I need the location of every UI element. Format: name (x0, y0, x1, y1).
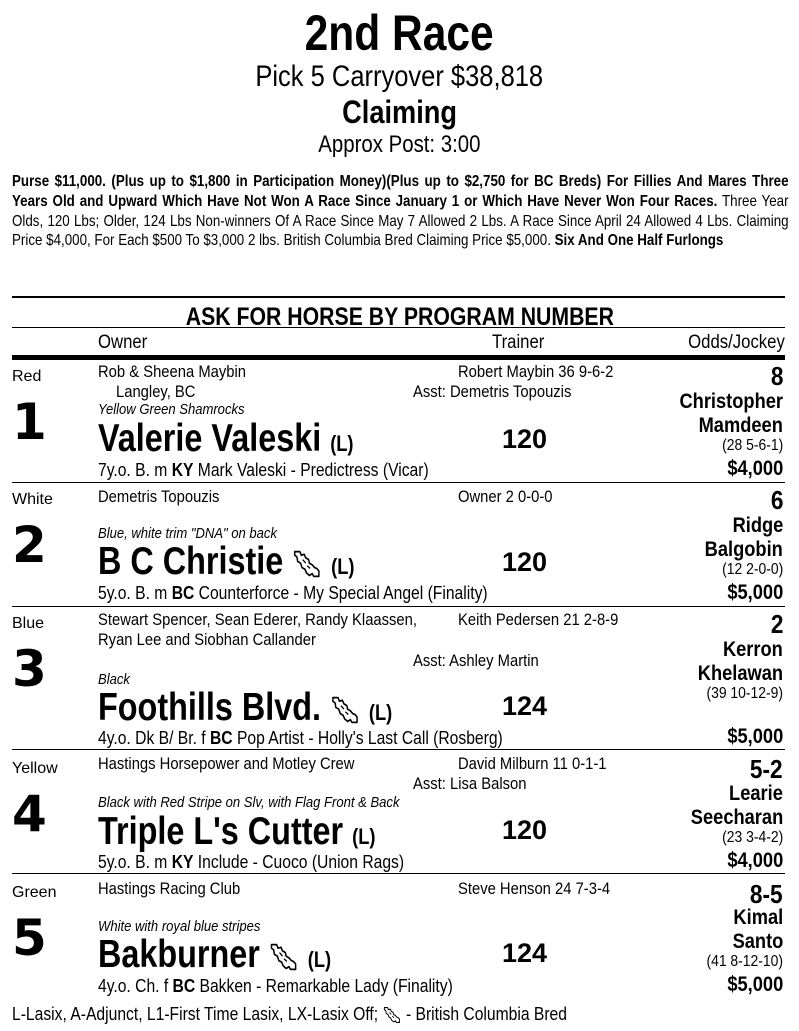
silks-description: White with royal blue stripes (98, 918, 261, 935)
pedigree: Pop Artist - Holly's Last Call (Rosberg) (232, 728, 503, 748)
age-sex: 5y.o. B. m (98, 852, 172, 872)
owner-city: Langley, BC (116, 382, 196, 401)
weight: 120 (502, 424, 548, 454)
horse-name: Foothills Blvd. (98, 686, 321, 729)
program-number: 3 (12, 640, 47, 698)
silks-description: Yellow Green Shamrocks (98, 401, 245, 418)
saddle-cloth-color: Red (12, 368, 42, 385)
morning-line-odds: 8-5 (750, 879, 783, 909)
morning-line-odds: 6 (770, 485, 783, 515)
jockey-first-name: Ridge (732, 514, 783, 537)
race-title (0, 6, 799, 60)
medication-code: (L) (330, 431, 354, 456)
jockey-last-name: Santo (732, 930, 783, 953)
jockey-last-name: Balgobin (704, 538, 783, 561)
program-number: 5 (12, 909, 47, 967)
owner-name: Rob & Sheena Maybin (98, 362, 246, 381)
trainer: Keith Pedersen 21 2-8-9 (458, 610, 619, 629)
bred-state: KY (171, 460, 194, 480)
owner-name: Hastings Racing Club (98, 879, 241, 898)
horse-name: Triple L's Cutter (98, 810, 344, 853)
jockey-last-name: Khelawan (697, 662, 783, 685)
divider (12, 296, 785, 298)
race-type-text: Claiming (342, 94, 457, 130)
legend-codes: L-Lasix, A-Adjunct, L1-First Time Lasix, LX-Lasix Off; (12, 1004, 383, 1024)
owner-name: Stewart Spencer, Sean Ederer, Randy Klaassen, (98, 610, 418, 629)
jockey-first-name: Christopher (679, 390, 783, 413)
ask-banner-text: ASK FOR HORSE BY PROGRAM NUMBER (185, 303, 614, 331)
bred-state: KY (171, 852, 194, 872)
weight: 124 (502, 938, 548, 968)
pedigree: Bakken - Remarkable Lady (Finality) (195, 976, 453, 996)
horse-name: Valerie Valeski (98, 417, 322, 460)
horse-name: Bakburner (98, 933, 260, 976)
jockey-first-name: Learie (729, 782, 783, 805)
jockey-stats: (12 2-0-0) (721, 561, 783, 578)
pedigree: Include - Cuoco (Union Rags) (193, 852, 405, 872)
claiming-price: $5,000 (727, 973, 783, 996)
saddle-cloth-color: Green (12, 884, 57, 901)
bred-state: BC (172, 976, 196, 996)
pedigree: Mark Valeski - Predictress (Vicar) (193, 460, 429, 480)
saddle-cloth-color: Yellow (12, 760, 58, 777)
owner-name: Demetris Topouzis (98, 487, 220, 506)
weight: 124 (502, 691, 548, 721)
bc-bred-icon (382, 1006, 401, 1024)
conditions-text: Three Year Olds, 120 Lbs; Older, 124 Lbs Non-winners Of A Race Since May 7 Allowed 2 Lbs. A Race Since April 24 Allowed 4 Lbs. Claiming Price $4,000, For Each $500 To $3,000 2 lbs. British Columbia Bred Claiming Price $5,000. (12, 192, 789, 250)
assistant-trainer: Asst: Ashley Martin (413, 651, 539, 670)
morning-line-odds: 2 (770, 609, 783, 639)
age-sex: 4y.o. Ch. f (98, 976, 173, 996)
bc-bred-icon (292, 549, 322, 579)
jockey-first-name: Kerron (723, 638, 783, 661)
jockey-last-name: Mamdeen (698, 414, 783, 437)
morning-line-odds: 5-2 (750, 754, 783, 784)
assistant-trainer: Asst: Lisa Balson (413, 774, 527, 793)
owner-name: Hastings Horsepower and Motley Crew (98, 754, 355, 773)
bc-bred-icon (269, 942, 299, 972)
owner-name-line-2: Ryan Lee and Siobhan Callander (98, 630, 316, 649)
legend (12, 1003, 650, 1025)
medication-code: (L) (307, 947, 332, 972)
trainer: Owner 2 0-0-0 (458, 487, 553, 506)
bc-bred-icon (330, 695, 360, 725)
bred-state: BC (171, 583, 195, 603)
column-header-odds-label: Odds/Jockey (688, 332, 785, 353)
column-header-owner-label: Owner (98, 332, 148, 353)
jockey-last-name: Seecharan (690, 806, 783, 829)
entry-3 (12, 607, 785, 750)
bred-state: BC (209, 728, 233, 748)
claiming-price: $5,000 (727, 581, 783, 604)
weight: 120 (502, 815, 548, 845)
age-sex: 4y.o. Dk B/ Br. f (98, 728, 210, 748)
silks-description: Blue, white trim "DNA" on back (98, 525, 277, 542)
claiming-price: $4,000 (727, 849, 783, 872)
jockey-first-name: Kimal (733, 906, 783, 929)
trainer: Robert Maybin 36 9-6-2 (458, 362, 614, 381)
medication-code: (L) (352, 824, 376, 849)
carryover-text: Pick 5 Carryover $38,818 (255, 60, 544, 93)
column-header-owner (98, 332, 154, 354)
silks-description: Black with Red Stripe on Slv, with Flag Front & Back (98, 794, 400, 811)
column-header-trainer (492, 332, 551, 354)
race-header (0, 6, 799, 160)
entry-4 (12, 750, 785, 874)
jockey-stats: (39 10-12-9) (706, 685, 783, 702)
claiming-price: $5,000 (727, 725, 783, 748)
morning-line-odds: 8 (770, 361, 783, 391)
race-conditions (12, 172, 787, 251)
age-sex: 7y.o. B. m (98, 460, 172, 480)
column-header-trainer-label: Trainer (492, 332, 545, 353)
horse-name: B C Christie (98, 540, 284, 583)
column-header-odds-jockey (675, 332, 785, 354)
age-sex: 5y.o. B. m (98, 583, 172, 603)
jockey-stats: (23 3-4-2) (721, 829, 783, 846)
trainer: Steve Henson 24 7-3-4 (458, 879, 611, 898)
race-type (0, 94, 799, 130)
program-number: 4 (12, 785, 47, 843)
divider (12, 327, 785, 328)
legend-bc-label: - British Columbia Bred (401, 1004, 567, 1024)
trainer: David Milburn 11 0-1-1 (458, 754, 607, 773)
jockey-stats: (41 8-12-10) (706, 953, 783, 970)
program-number: 2 (12, 516, 47, 574)
assistant-trainer: Asst: Demetris Topouzis (413, 382, 572, 401)
conditions-bold-1: Purse $11,000. (Plus up to $1,800 in Participation Money)(Plus up to $2,750 for BC Breds) For Fillies And Mares Three Years Old and Upward Which Have Not Won A Race Since January 1 or Which Have Never Won Four Races. (12, 173, 789, 210)
saddle-cloth-color: Blue (12, 615, 45, 632)
entry-2 (12, 483, 785, 607)
jockey-stats: (28 5-6-1) (721, 437, 783, 454)
post-time (0, 130, 799, 160)
race-title-text: 2nd Race (305, 5, 494, 61)
entry-5 (12, 874, 785, 1000)
claiming-price: $4,000 (727, 457, 783, 480)
carryover-line (0, 60, 799, 94)
saddle-cloth-color: White (12, 491, 53, 508)
post-time-text: Approx Post: 3:00 (318, 131, 481, 158)
medication-code: (L) (368, 700, 393, 725)
program-number: 1 (12, 393, 47, 451)
weight: 120 (502, 547, 548, 577)
silks-description: Black (98, 671, 130, 688)
entry-1 (12, 360, 785, 483)
medication-code: (L) (331, 554, 355, 579)
conditions-distance: Six And One Half Furlongs (554, 232, 724, 250)
pedigree: Counterforce - My Special Angel (Finality) (194, 583, 488, 603)
